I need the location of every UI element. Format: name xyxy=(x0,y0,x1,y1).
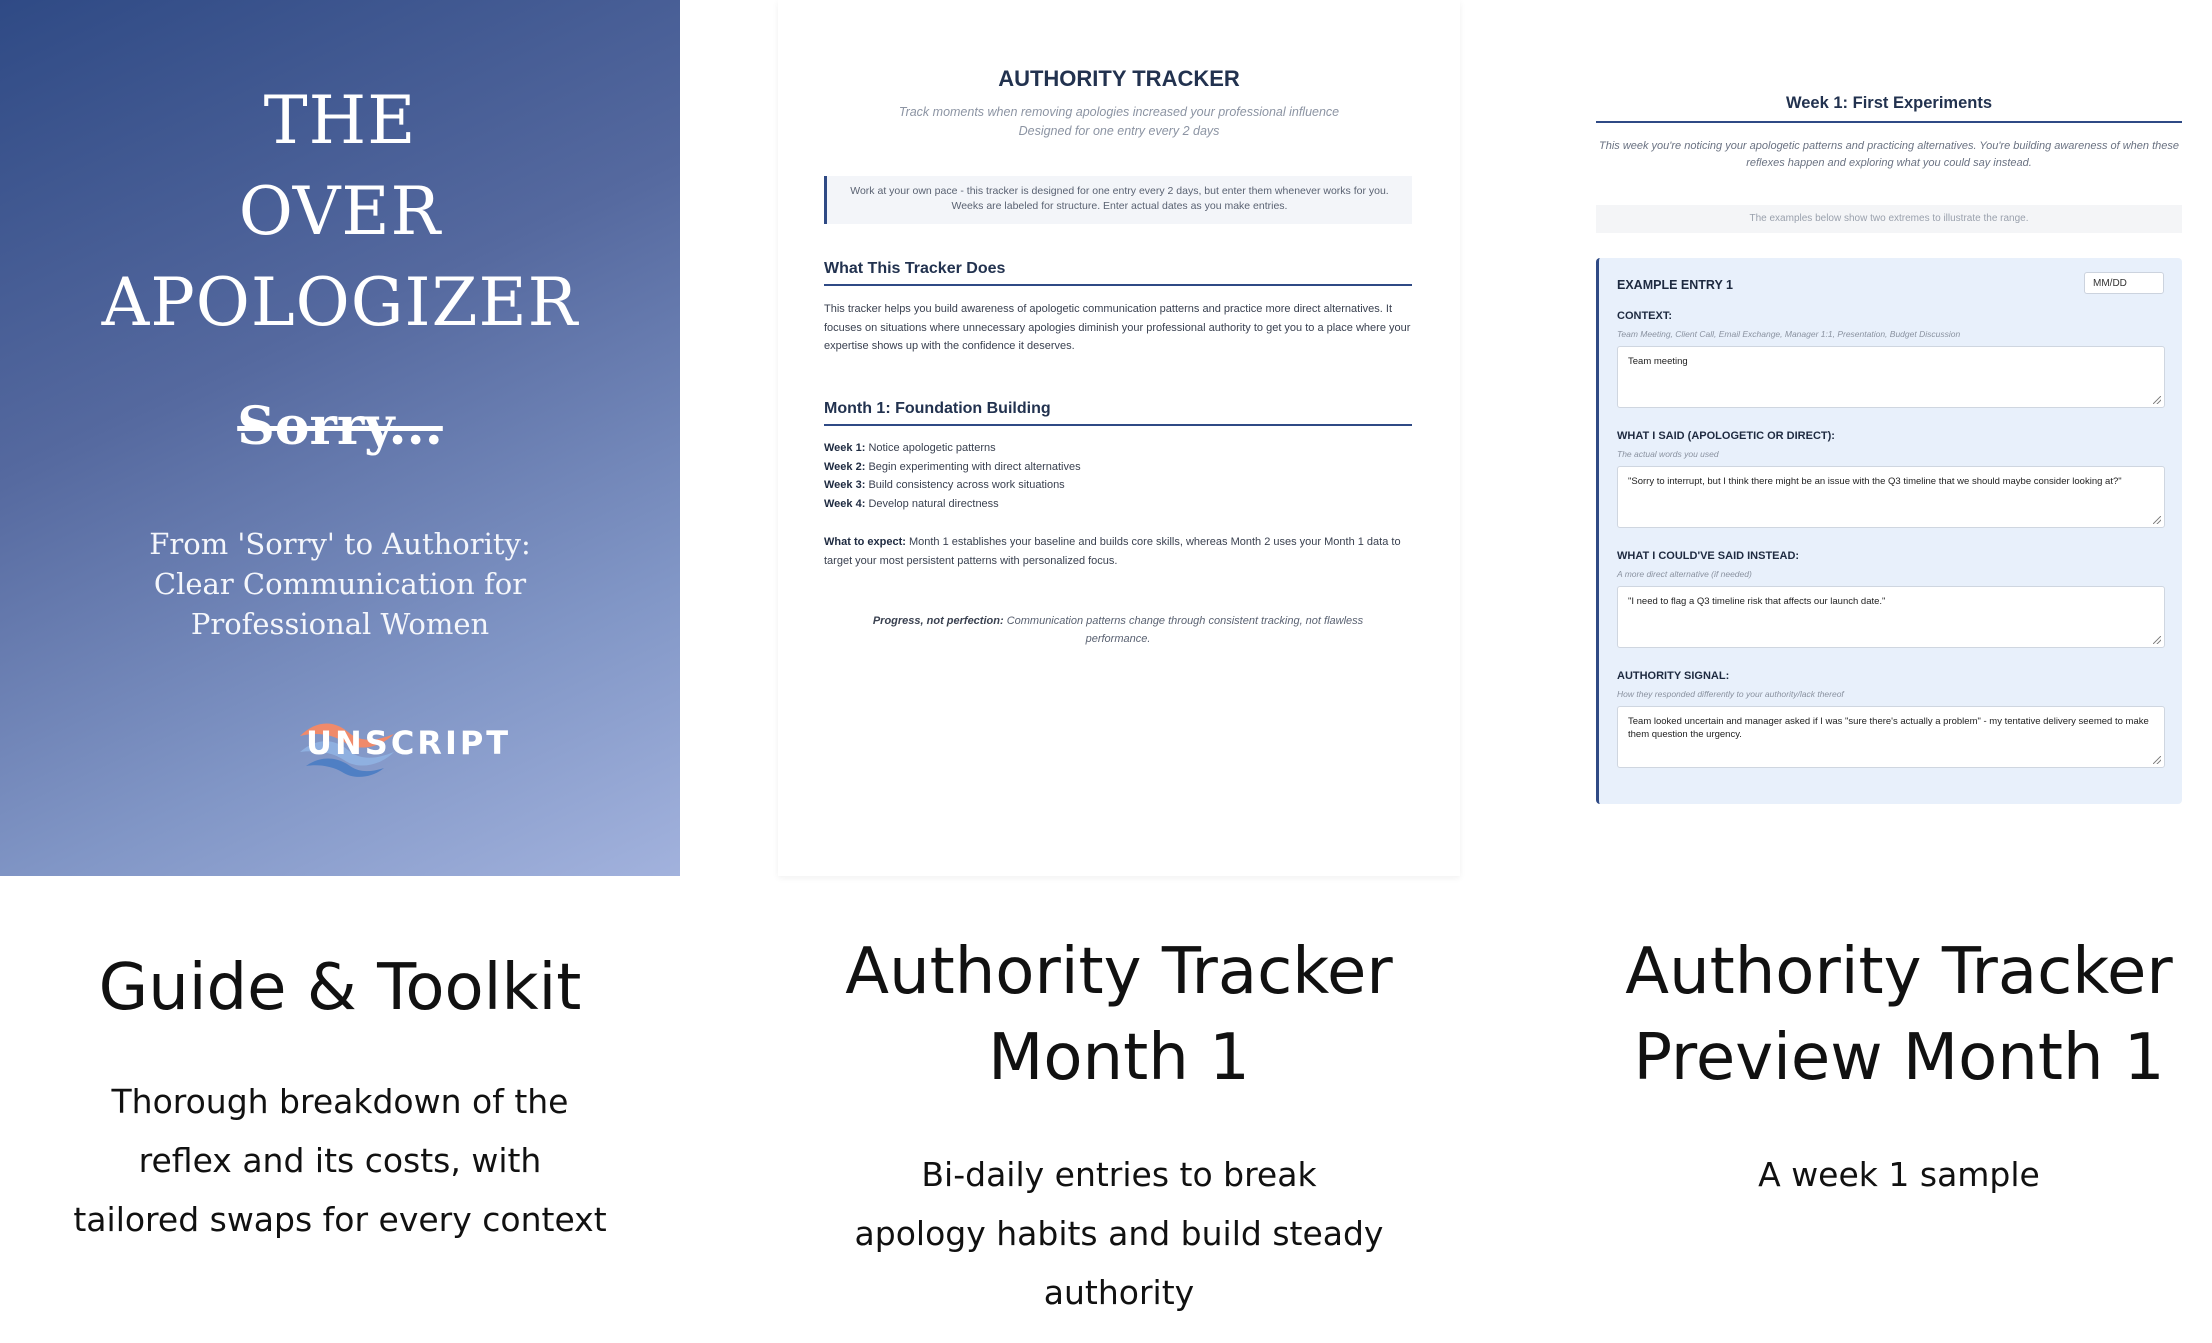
what-i-said-field[interactable]: "Sorry to interrupt, but I think there might be an issue with the Q3 timeline that we should maybe consider looking at?" xyxy=(1617,466,2165,528)
could-have-said-label: WHAT I COULD'VE SAID INSTEAD: xyxy=(1617,550,1800,562)
section-heading-month-1: Month 1: Foundation Building xyxy=(824,400,1412,426)
tracker-doc-preview xyxy=(778,0,1460,876)
week-item: Week 1: Notice apologetic patterns xyxy=(824,442,996,454)
doc-subtitle-2: Designed for one entry every 2 days xyxy=(1018,124,1220,138)
pace-note: Work at your own pace - this tracker is designed for one entry every 2 days, but enter them whenever works for you. Weeks are labeled for structure. Enter actual dates as you make entries. xyxy=(824,176,1412,224)
caption-desc-preview: A week 1 sample xyxy=(1758,1155,2040,1194)
authority-signal-field[interactable]: Team looked uncertain and manager asked if I was "sure there's actually a problem" - my tentative delivery seemed to make them question the urgency. xyxy=(1617,706,2165,768)
caption-title-tracker: Authority Tracker Month 1 xyxy=(845,935,1393,1095)
week-preview-doc xyxy=(1586,0,2212,876)
date-input[interactable]: MM/DD xyxy=(2084,272,2164,294)
what-i-said-hint: The actual words you used xyxy=(1617,449,1719,459)
week-item: Week 2: Begin experimenting with direct alternatives xyxy=(824,460,1081,473)
caption-desc-guide: Thorough breakdown of the reflex and its costs, with tailored swaps for every context xyxy=(73,1082,607,1239)
cover-title-line-1: THE xyxy=(263,82,417,159)
context-hint: Team Meeting, Client Call, Email Exchange, Manager 1:1, Presentation, Budget Discussion xyxy=(1617,329,1961,339)
week-intro: This week you're noticing your apologetic patterns and practicing alternatives. You're building awareness of when these reflexes happen and exploring what you could say instead. xyxy=(1598,140,2179,169)
section-heading-what: What This Tracker Does xyxy=(824,260,1412,286)
week-item: Week 3: Build consistency across work situations xyxy=(824,479,1065,491)
authority-signal-label: AUTHORITY SIGNAL: xyxy=(1617,670,1730,682)
cover-subtitle-line-1: From 'Sorry' to Authority: xyxy=(149,527,531,561)
doc-subtitle-1: Track moments when removing apologies increased your professional influence xyxy=(898,105,1340,119)
caption-desc-tracker: Bi-daily entries to break apology habits and build steady authority xyxy=(854,1155,1384,1312)
entry-title: EXAMPLE ENTRY 1 xyxy=(1617,278,1733,292)
week-list xyxy=(824,439,1412,513)
title-divider xyxy=(1596,121,2182,123)
examples-note: The examples below show two extremes to illustrate the range. xyxy=(1596,205,2182,233)
caption-title-preview: Authority Tracker Preview Month 1 xyxy=(1625,935,2173,1095)
context-label: CONTEXT: xyxy=(1617,310,1672,322)
week-item: Week 4: Develop natural directness xyxy=(824,497,999,510)
example-entry-card xyxy=(1596,258,2182,804)
caption-title-guide: Guide & Toolkit xyxy=(98,951,582,1025)
section-body-what: This tracker helps you build awareness of apologetic communication patterns and practice more direct alternatives. It focuses on situations where unnecessary apologies diminish your professional authority to get you to a place where your expertise shows up with the confidence it deserves. xyxy=(824,303,1411,352)
cover-subtitle-line-2: Clear Communication for xyxy=(153,567,527,601)
cover-title-line-3: APOLOGIZER xyxy=(101,264,579,341)
could-have-said-field[interactable]: "I need to flag a Q3 timeline risk that affects our launch date." xyxy=(1617,586,2165,648)
doc-title: AUTHORITY TRACKER xyxy=(998,66,1240,91)
guide-cover-image xyxy=(0,0,680,876)
what-i-said-label: WHAT I SAID (APOLOGETIC OR DIRECT): xyxy=(1617,430,1835,442)
cover-title-line-2: OVER xyxy=(238,173,442,250)
week-title: Week 1: First Experiments xyxy=(1785,94,1993,112)
crossed-sorry-text: Sorry... xyxy=(237,396,443,457)
cover-subtitle-line-3: Professional Women xyxy=(190,607,490,641)
context-field[interactable]: Team meeting xyxy=(1617,346,2165,408)
progress-note: Progress, not perfection: Communication patterns change through consistent tracking, not flawless performance. xyxy=(872,615,1364,645)
could-have-said-hint: A more direct alternative (if needed) xyxy=(1617,569,1752,579)
expect-paragraph: What to expect: Month 1 establishes your baseline and builds core skills, whereas Month 2 uses your Month 1 data to target your most persistent patterns with personalized focus. xyxy=(824,536,1401,567)
cover-brand-name: UNSCRIPT xyxy=(306,724,512,762)
authority-signal-hint: How they responded differently to your authority/lack thereof xyxy=(1617,689,1844,699)
